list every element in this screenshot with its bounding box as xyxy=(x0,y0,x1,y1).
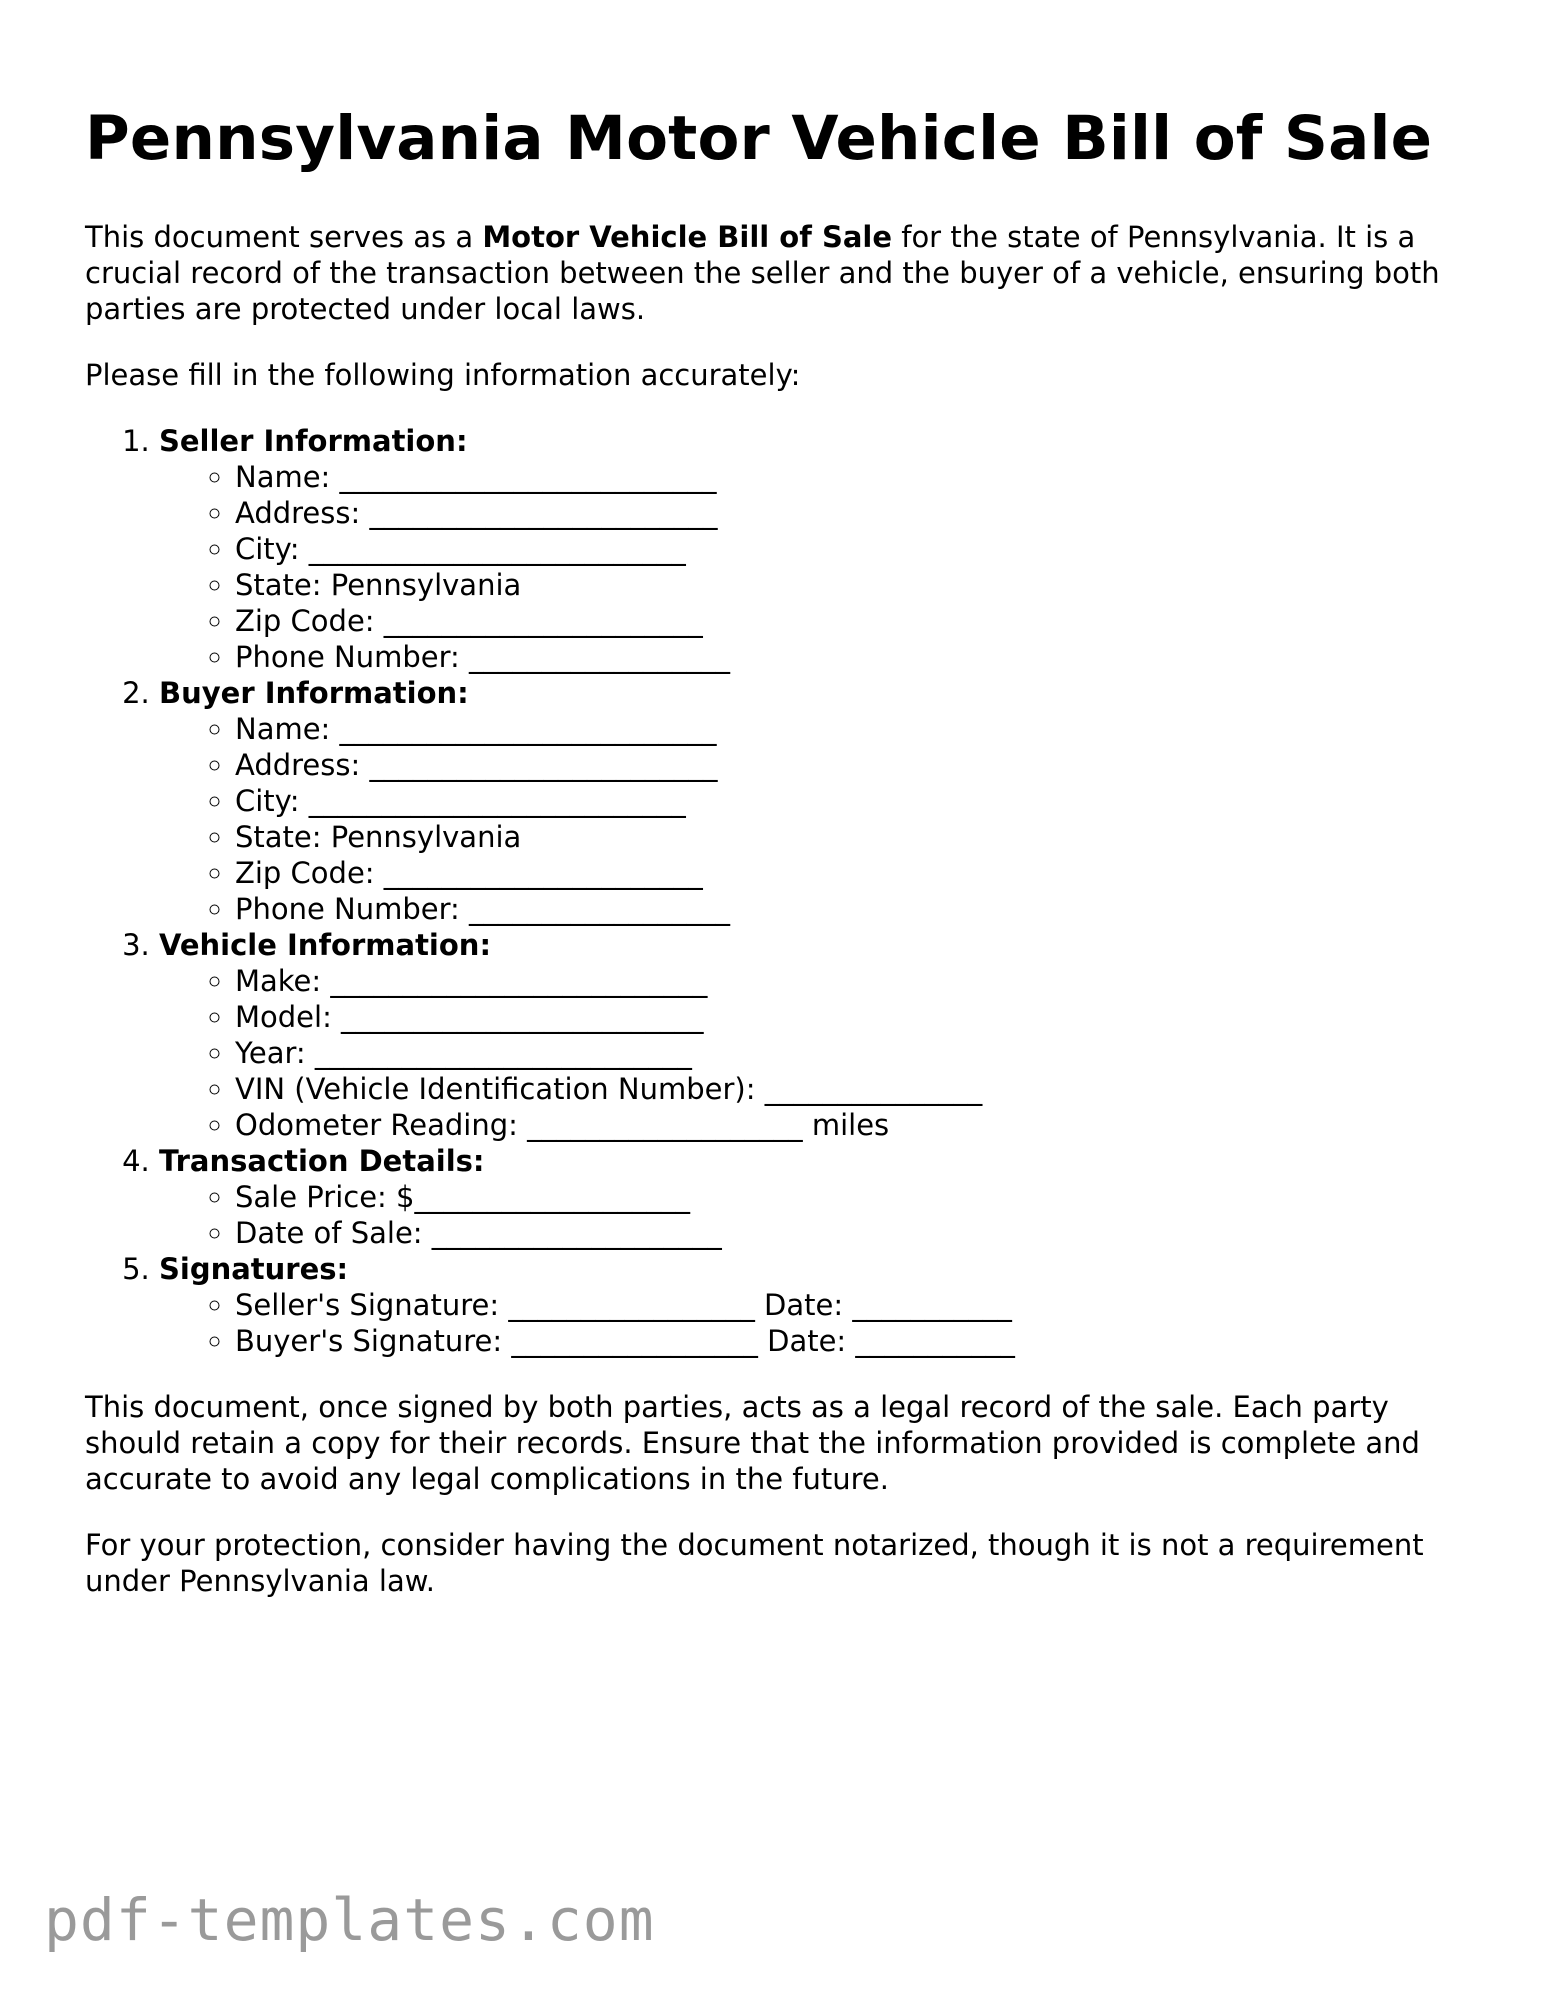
form-field: ◦ Make: __________________________ xyxy=(235,963,1465,999)
notary-note: For your protection, consider having the document notarized, though it is not a requirement under Pennsylvania law. xyxy=(85,1528,1424,1599)
form-field: ◦ Address: ________________________ xyxy=(235,495,1465,531)
form-sections-list xyxy=(85,423,1465,1359)
intro-paragraph xyxy=(85,219,1465,327)
form-field: ◦ Model: _________________________ xyxy=(235,999,1465,1035)
section-heading: Buyer Information: xyxy=(159,676,469,711)
form-field: ◦ Zip Code: ______________________ xyxy=(235,603,1465,639)
section-transaction xyxy=(159,1143,1465,1251)
intro-text-after: for the state of Pennsylvania. It is a crucial record of the transaction between the seller and the buyer of a vehicle, ensuring both parties are protected under local laws. xyxy=(85,220,1440,327)
intro-text-before: This document serves as a xyxy=(85,220,483,255)
document-page xyxy=(85,102,1465,1599)
section-seller xyxy=(159,423,1465,675)
section-buyer xyxy=(159,675,1465,927)
form-field: ◦ City: __________________________ xyxy=(235,531,1465,567)
form-field: ◦ Seller's Signature: _________________ Date: ___________ xyxy=(235,1287,1465,1323)
form-field: ◦ Zip Code: ______________________ xyxy=(235,855,1465,891)
section-heading: Seller Information: xyxy=(159,424,468,459)
form-field: ◦ State: Pennsylvania xyxy=(235,567,1465,603)
form-field: ◦ State: Pennsylvania xyxy=(235,819,1465,855)
form-field: ◦ Buyer's Signature: _________________ Date: ___________ xyxy=(235,1323,1465,1359)
fill-instructions: Please fill in the following information accurately: xyxy=(85,358,801,393)
signature-fields xyxy=(159,1287,1465,1359)
form-field: ◦ Date of Sale: ____________________ xyxy=(235,1215,1465,1251)
transaction-fields xyxy=(159,1179,1465,1251)
form-field: ◦ Address: ________________________ xyxy=(235,747,1465,783)
closing-paragraph: This document, once signed by both parties, acts as a legal record of the sale. Each party should retain a copy for their records. Ensure that the information provided is complete and accurate to avoid any legal complications in the future. xyxy=(85,1390,1420,1497)
vehicle-fields xyxy=(159,963,1465,1143)
form-field: ◦ Sale Price: $___________________ xyxy=(235,1179,1465,1215)
form-field: ◦ Phone Number: __________________ xyxy=(235,639,1465,675)
form-field: ◦ City: __________________________ xyxy=(235,783,1465,819)
section-signatures xyxy=(159,1251,1465,1359)
buyer-fields xyxy=(159,711,1465,927)
form-field: ◦ Name: __________________________ xyxy=(235,711,1465,747)
form-field: ◦ Phone Number: __________________ xyxy=(235,891,1465,927)
form-field: ◦ VIN (Vehicle Identification Number): _______________ xyxy=(235,1071,1465,1107)
watermark-text: pdf-templates.com xyxy=(44,1886,655,1954)
section-vehicle xyxy=(159,927,1465,1143)
form-field: ◦ Year: __________________________ xyxy=(235,1035,1465,1071)
section-heading: Signatures: xyxy=(159,1252,349,1287)
section-heading: Vehicle Information: xyxy=(159,928,492,963)
section-heading: Transaction Details: xyxy=(159,1144,485,1179)
form-field: ◦ Name: __________________________ xyxy=(235,459,1465,495)
form-field: ◦ Odometer Reading: ___________________ miles xyxy=(235,1107,1465,1143)
seller-fields xyxy=(159,459,1465,675)
document-title: Pennsylvania Motor Vehicle Bill of Sale xyxy=(85,103,1433,174)
intro-text-bold: Motor Vehicle Bill of Sale xyxy=(482,220,893,255)
